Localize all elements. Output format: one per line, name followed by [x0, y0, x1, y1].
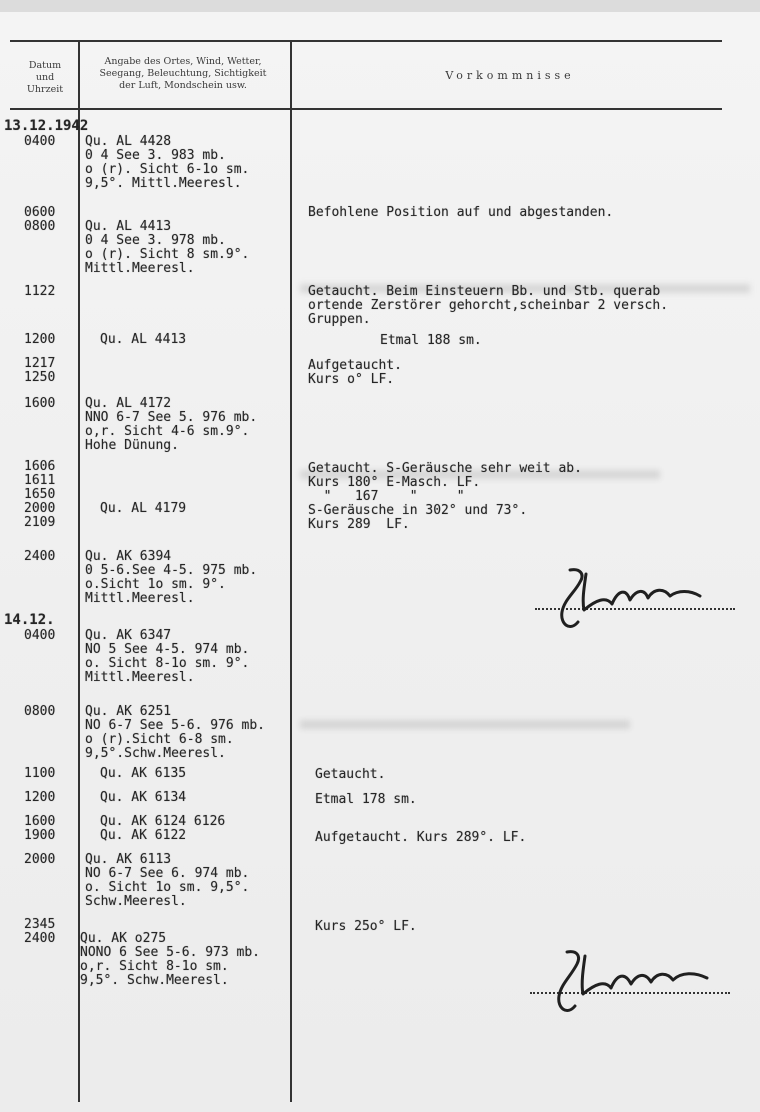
place-1600-a: Qu. AL 4172 NNO 6-7 See 5. 976 mb. o,r. Sicht 4-6 sm.9°. Hohe Dünung.	[85, 396, 258, 453]
time-1600-a: 1600	[24, 396, 56, 411]
place-2400-b: Qu. AK o275 NONO 6 See 5-6. 973 mb. o,r. Sicht 8-1o sm. 9,5°. Schw.Meeresl.	[80, 931, 261, 988]
event-1900: Aufgetaucht. Kurs 289°. LF.	[315, 830, 527, 845]
place-0400-b: Qu. AK 6347 NO 5 See 4-5. 974 mb. o. Sicht 8-1o sm. 9°. Mittl.Meeresl.	[85, 628, 250, 685]
signature-1-text: Strelow	[600, 635, 604, 636]
signature-1	[540, 560, 730, 640]
date-14-12: 14.12.	[4, 612, 55, 628]
time-1122: 1122	[24, 284, 56, 299]
time-1100: 1100	[24, 766, 56, 781]
time-0800-b: 0800	[24, 704, 56, 719]
place-1100: Qu. AK 6135	[100, 766, 187, 781]
event-1200: Etmal 188 sm.	[380, 333, 482, 348]
time-0400-b: 0400	[24, 628, 56, 643]
event-1122: Getaucht. Beim Einsteuern Bb. und Stb. querab ortende Zerstörer gehorcht,scheinbar 2 versch. Gruppen.	[308, 284, 669, 327]
header-bottom-rule	[10, 108, 722, 110]
place-2000: Qu. AL 4179	[100, 501, 187, 516]
time-2345-2400: 2345 2400	[24, 917, 56, 946]
place-2400-a: Qu. AK 6394 0 5-6.See 4-5. 975 mb. o.Sicht 1o sm. 9°. Mittl.Meeresl.	[85, 549, 258, 606]
time-1200: 1200	[24, 332, 56, 347]
event-0600: Befohlene Position auf und abgestanden.	[308, 205, 614, 220]
time-2400-a: 2400	[24, 549, 56, 564]
event-2345: Kurs 25o° LF.	[315, 919, 417, 934]
event-1100: Getaucht.	[315, 767, 386, 782]
header-top-rule	[10, 40, 722, 42]
time-1606-2109: 1606 1611 1650 2000 2109	[24, 459, 56, 530]
time-1217-1250: 1217 1250	[24, 356, 56, 385]
header-events: Vorkommnisse	[445, 69, 575, 82]
place-1200: Qu. AL 4413	[100, 332, 187, 347]
time-2000-b: 2000	[24, 852, 56, 867]
event-1217: Aufgetaucht. Kurs o° LF.	[308, 358, 402, 387]
header-location-weather: Angabe des Ortes, Wind, Wetter, Seegang, Beleuchtung, Sichtigkeit der Luft, Mondschein usw.	[99, 56, 267, 91]
place-1200-b: Qu. AK 6134	[100, 790, 187, 805]
time-1600-1900: 1600 1900	[24, 814, 56, 843]
column-divider-2	[290, 42, 292, 1102]
page-top-edge	[0, 0, 760, 12]
event-1606: Getaucht. S-Geräusche sehr weit ab. Kurs 180° E-Masch. LF. " 167 " " S-Geräusche in 302° und 73°. Kurs 289 LF.	[308, 461, 582, 532]
place-0800: Qu. AL 4413 0 4 See 3. 978 mb. o (r). Sicht 8 sm.9°. Mittl.Meeresl.	[85, 219, 250, 276]
smudge	[300, 720, 630, 729]
time-1200-b: 1200	[24, 790, 56, 805]
place-1600-1900: Qu. AK 6124 6126 Qu. AK 6122	[100, 814, 226, 843]
place-0800-b: Qu. AK 6251 NO 6-7 See 5-6. 976 mb. o (r).Sicht 6-8 sm. 9,5°.Schw.Meeresl.	[85, 704, 266, 761]
event-1200-b: Etmal 178 sm.	[315, 792, 417, 807]
time-0600-0800: 0600 0800	[24, 205, 56, 234]
date-13-12-1942: 13.12.1942	[4, 118, 89, 134]
time-0400: 0400	[24, 134, 56, 149]
place-2000-b: Qu. AK 6113 NO 6-7 See 6. 974 mb. o. Sicht 1o sm. 9,5°. Schw.Meeresl.	[85, 852, 250, 909]
place-0400: Qu. AL 4428 0 4 See 3. 983 mb. o (r). Sicht 6-1o sm. 9,5°. Mittl.Meeresl.	[85, 134, 250, 191]
header-date-time: Datum und Uhrzeit	[26, 60, 64, 95]
signature-2	[535, 940, 735, 1020]
